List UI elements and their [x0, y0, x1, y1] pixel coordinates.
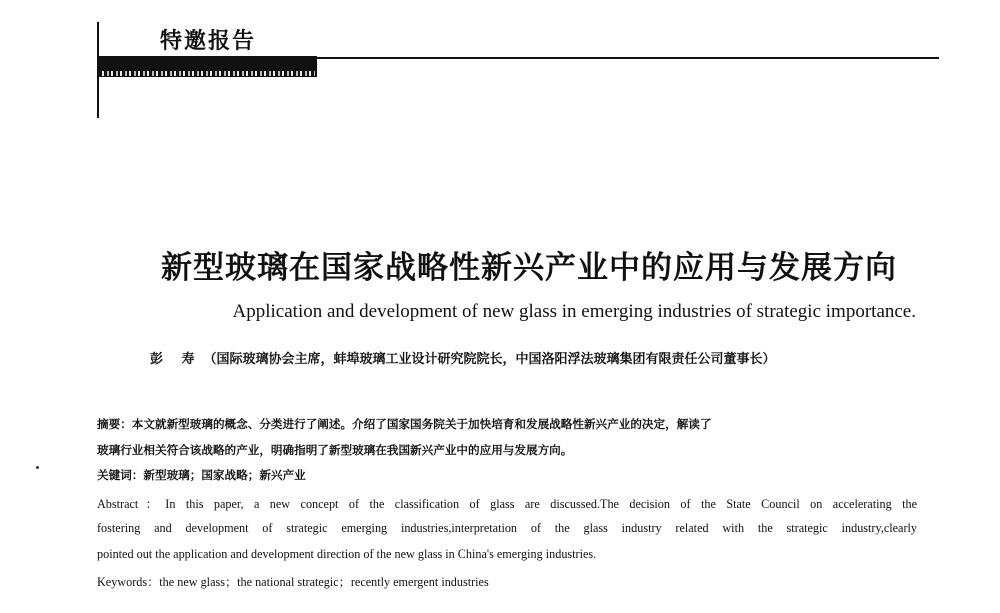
abstract-en-line-2: fostering and development of strategic emerging industries,interpretation of the glass industry related with the strategic industry,clearly — [97, 521, 917, 535]
article-title-en: Application and development of new glass in emerging industries of strategic importance. — [232, 301, 916, 322]
keywords-cn-text: 新型玻璃；国家战略；新兴产业 — [143, 468, 306, 482]
article-title-cn: 新型玻璃在国家战略性新兴产业中的应用与发展方向 — [161, 250, 897, 286]
author-line — [150, 348, 776, 367]
keywords-en-line — [97, 573, 917, 590]
scan-speck — [36, 466, 39, 469]
keywords-cn-label: 关键词： — [97, 468, 144, 482]
section-label: 特邀报告 — [160, 29, 257, 54]
abstract-en-text-1: In this paper, a new concept of the classification of glass are discussed.The decision of the State Council on accelerating the — [165, 497, 917, 511]
abstract-cn-text-2: 玻璃行业相关符合该战略的产业，明确指明了新型玻璃在我国新兴产业中的应用与发展方向。 — [97, 443, 573, 457]
keywords-en-label: Keywords： — [97, 575, 160, 589]
author-affiliation: （国际玻璃协会主席，蚌埠玻璃工业设计研究院院长，中国洛阳浮法玻璃集团有限责任公司董事长） — [203, 352, 776, 367]
abstract-en-line-3: pointed out the application and development direction of the new glass in China's emerging industries. — [97, 547, 597, 561]
abstract-cn-line-1 — [97, 416, 712, 432]
section-bar-texture — [100, 71, 315, 76]
keywords-en-text: the new glass；the national strategic；recently emergent industries — [159, 575, 489, 589]
abstract-cn-line-2 — [97, 442, 572, 458]
section-horizontal-rule — [317, 57, 939, 59]
abstract-en-line-1 — [97, 495, 917, 512]
author-name: 彭 寿 — [150, 352, 202, 367]
abstract-cn-text-1: 本文就新型玻璃的概念、分类进行了阐述。介绍了国家国务院关于加快培育和发展战略性新兴产业的决定，解读了 — [131, 417, 712, 431]
abstract-cn-label: 摘要： — [97, 417, 132, 431]
keywords-cn-line — [97, 467, 306, 483]
abstract-en-label: Abstract： — [97, 497, 166, 511]
